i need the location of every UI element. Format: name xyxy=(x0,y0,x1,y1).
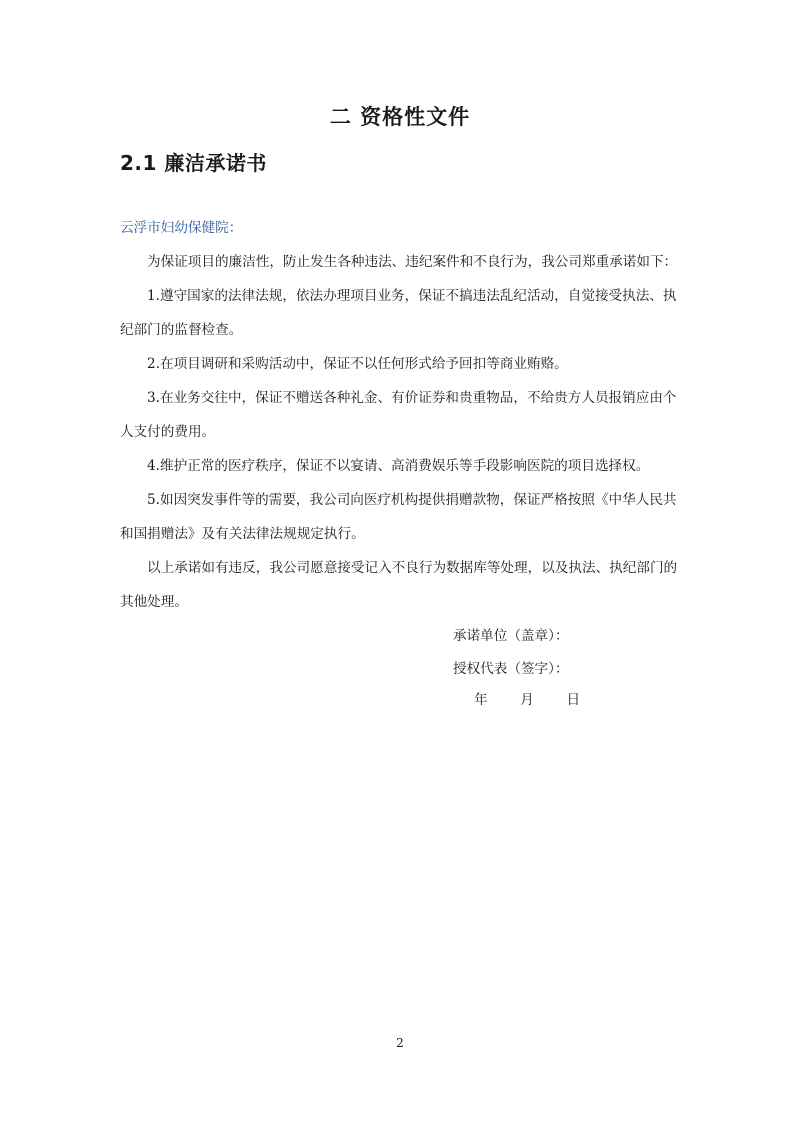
paragraph-intro: 为保证项目的廉洁性，防止发生各种违法、违纪案件和不良行为，我公司郑重承诺如下： xyxy=(147,254,678,270)
paragraph-item-4: 4.维护正常的医疗秩序，保证不以宴请、高消费娱乐等手段影响医院的项目选择权。 xyxy=(147,458,650,474)
paragraph-item-1: 1.遵守国家的法律法规，依法办理项目业务，保证不搞违法乱纪活动，自觉接受执法、执纪部门的监督检查。 xyxy=(120,288,677,338)
page-number: 2 xyxy=(396,1036,404,1050)
date-month: 月 xyxy=(520,692,534,708)
paragraph-closing: 以上承诺如有违反，我公司愿意接受记入不良行为数据库等处理，以及执法、执纪部门的其他处理。 xyxy=(120,560,678,610)
date-year: 年 xyxy=(474,692,488,708)
paragraph-item-3: 3.在业务交往中，保证不赠送各种礼金、有价证券和贵重物品，不给贵方人员报销应由个人支付的费用。 xyxy=(120,390,677,440)
paragraph-item-2: 2.在项目调研和采购活动中，保证不以任何形式给予回扣等商业贿赂。 xyxy=(147,356,568,372)
signature-unit-label: 承诺单位（盖章）： xyxy=(453,628,569,644)
date-day: 日 xyxy=(566,692,581,708)
section-title: 二 资格性文件 xyxy=(329,105,471,129)
signature-representative-label: 授权代表（签字）： xyxy=(453,661,569,677)
paragraph-item-5: 5.如因突发事件等的需要，我公司向医疗机构提供捐赠款物，保证严格按照《中华人民共和国捐赠法》及有关法律法规规定执行。 xyxy=(120,492,677,542)
addressee: 云浮市妇幼保健院： xyxy=(120,220,243,236)
sub-title: 2.1 廉洁承诺书 xyxy=(120,151,267,175)
signature-date xyxy=(474,690,580,710)
